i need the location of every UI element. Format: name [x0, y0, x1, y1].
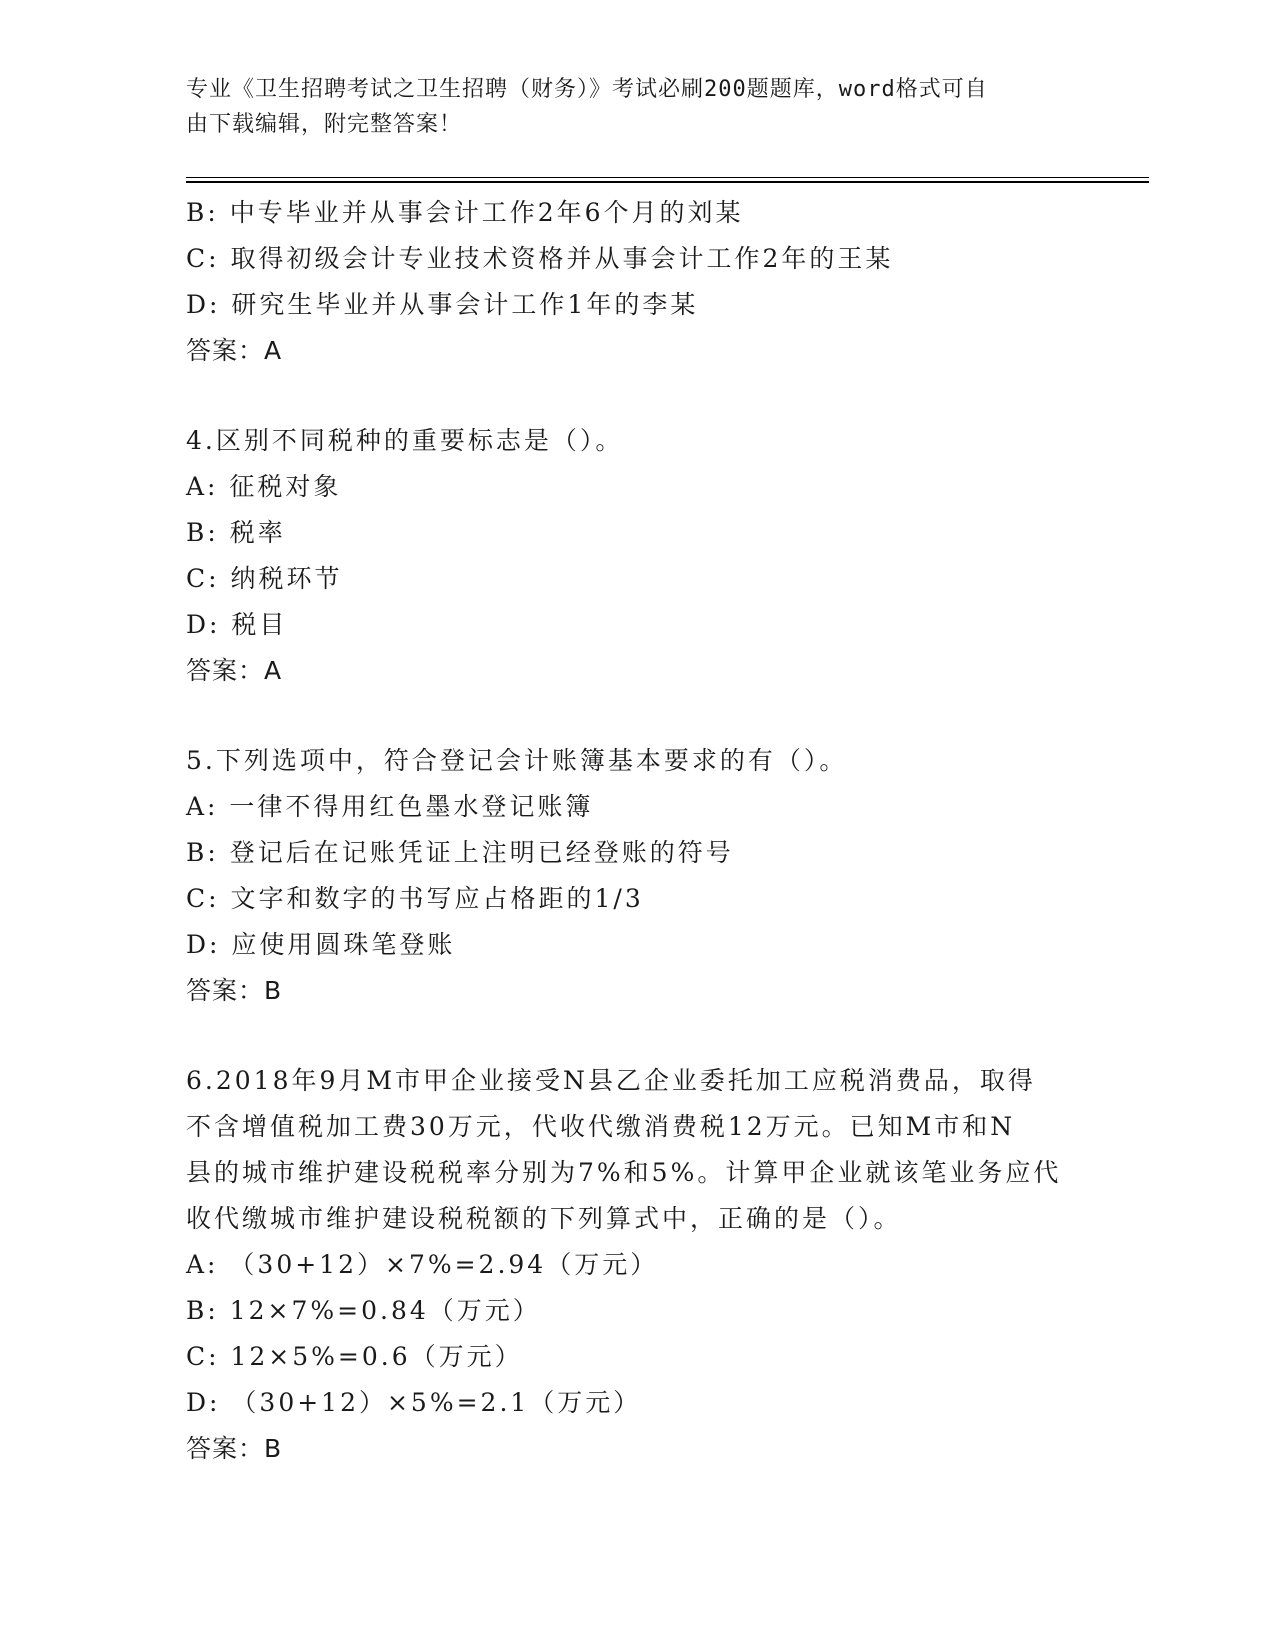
question-6	[186, 1058, 1086, 1472]
header-line-1: 专业《卫生招聘考试之卫生招聘（财务）》考试必刷200题题库，word格式可自	[186, 77, 988, 102]
question-stem: 4.区别不同税种的重要标志是（）。	[186, 426, 624, 455]
stem-line: 6.2018年9月M市甲企业接受N县乙企业委托加工应税消费品，取得	[186, 1066, 1036, 1095]
option-c: C: 取得初级会计专业技术资格并从事会计工作2年的王某	[186, 244, 894, 273]
option-c: C: 12×5%=0.6（万元）	[186, 1342, 523, 1371]
header-divider-thick	[186, 181, 1149, 183]
document-header	[186, 72, 1086, 142]
option-c: C: 文字和数字的书写应占格距的1/3	[186, 884, 644, 913]
option-d: D: 应使用圆珠笔登账	[186, 930, 456, 959]
spacer	[186, 374, 1086, 418]
option-d: D: 研究生毕业并从事会计工作1年的李某	[186, 290, 699, 319]
option-b: B: 中专毕业并从事会计工作2年6个月的刘某	[186, 198, 744, 227]
question-stem: 5.下列选项中，符合登记会计账簿基本要求的有（）。	[186, 746, 848, 775]
question-stem	[186, 1058, 1086, 1242]
header-line-2: 由下载编辑，附完整答案！	[186, 112, 463, 137]
option-a: A: （30+12）×7%=2.94（万元）	[186, 1250, 659, 1279]
question-5	[186, 738, 1086, 1014]
header-divider-thin	[186, 177, 1149, 178]
option-c: C: 纳税环节	[186, 564, 343, 593]
answer: 答案：A	[186, 656, 283, 685]
stem-line: 县的城市维护建设税税率分别为7%和5%。计算甲企业就该笔业务应代	[186, 1158, 1062, 1187]
stem-line: 不含增值税加工费30万元，代收代缴消费税12万元。已知M市和N	[186, 1112, 1016, 1141]
option-b: B: 登记后在记账凭证上注明已经登账的符号	[186, 838, 734, 867]
spacer	[186, 1014, 1086, 1058]
answer: 答案：B	[186, 1434, 283, 1463]
question-4	[186, 418, 1086, 694]
option-b: B: 税率	[186, 518, 286, 547]
option-a: A: 一律不得用红色墨水登记账簿	[186, 792, 594, 821]
option-b: B: 12×7%=0.84（万元）	[186, 1296, 541, 1325]
question-3	[186, 190, 1086, 374]
question-list	[186, 190, 1086, 1472]
spacer	[186, 694, 1086, 738]
option-d: D: 税目	[186, 610, 288, 639]
option-d: D: （30+12）×5%=2.1（万元）	[186, 1388, 642, 1417]
answer: 答案：A	[186, 336, 283, 365]
option-a: A: 征税对象	[186, 472, 342, 501]
stem-line: 收代缴城市维护建设税税额的下列算式中，正确的是（）。	[186, 1204, 902, 1233]
answer: 答案：B	[186, 976, 283, 1005]
